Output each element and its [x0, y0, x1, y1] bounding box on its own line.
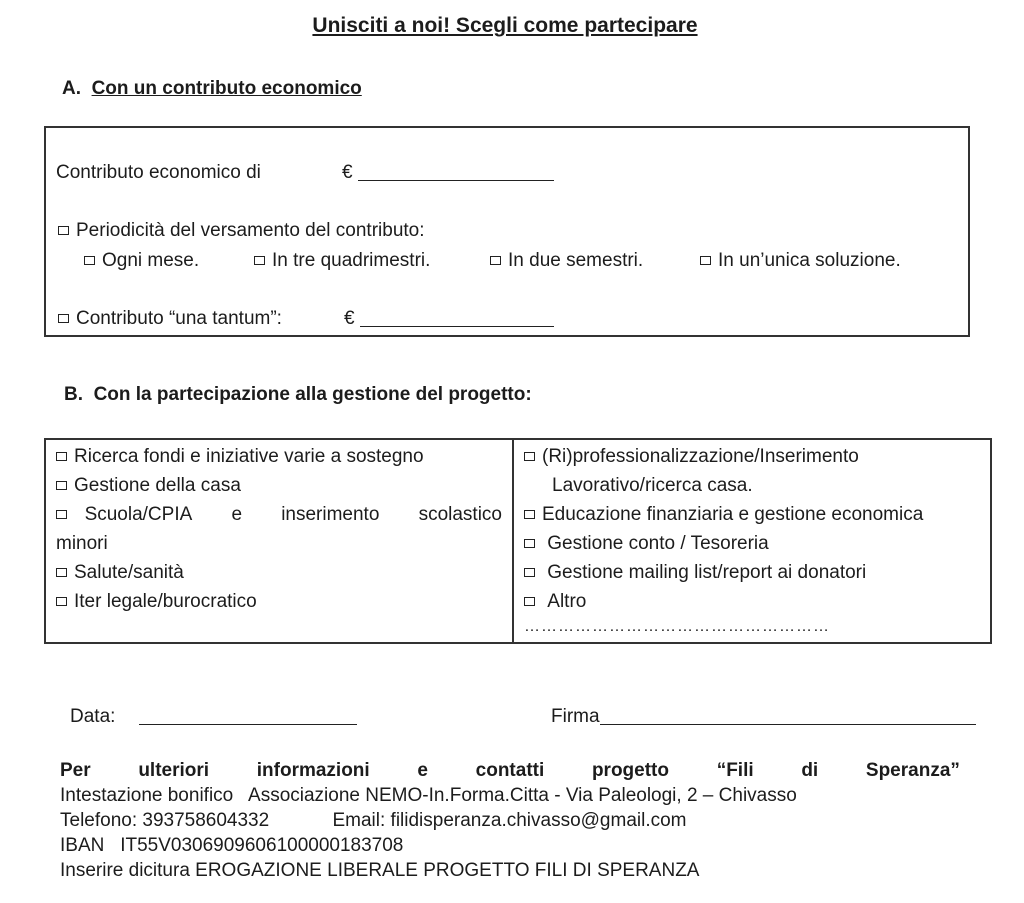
option-semestri-label: In due semestri.: [508, 250, 644, 271]
checkbox-ricerca-fondi[interactable]: [56, 452, 67, 461]
option-unica: [700, 250, 901, 272]
gestione-conto-label: Gestione conto / Tesoreria: [547, 533, 769, 554]
checkbox-mailing-list[interactable]: [524, 568, 535, 577]
option-altro: [524, 587, 990, 616]
date-input-line[interactable]: [139, 706, 357, 725]
option-ricerca-fondi: [56, 442, 502, 471]
form-title: Unisciti a noi! Scegli come partecipare: [312, 14, 698, 37]
option-semestri: [490, 250, 643, 272]
info-word: progetto: [591, 760, 669, 781]
phone-email-line: [60, 808, 960, 833]
column-divider: [512, 440, 514, 642]
info-word: informazioni: [256, 760, 370, 781]
iban-value: IT55V0306909606100000183708: [120, 835, 404, 856]
periodicity-label: Periodicità del versamento del contributo:: [76, 220, 425, 241]
amount-field-group: [342, 162, 554, 184]
scuola-word-3: inserimento: [281, 504, 380, 525]
section-a-letter: A.: [62, 78, 81, 99]
option-iter-legale: [56, 587, 502, 616]
left-column: [56, 442, 502, 616]
option-riprofessionalizzazione: [524, 442, 990, 471]
info-word: ulteriori: [138, 760, 210, 781]
option-scuola: [56, 500, 502, 529]
riprofessionalizzazione-continuation: Lavorativo/ricerca casa.: [552, 475, 753, 496]
info-word: contatti: [475, 760, 545, 781]
option-monthly-label: Ogni mese.: [102, 250, 200, 271]
ricerca-fondi-label: Ricerca fondi e iniziative varie a sostegno: [74, 446, 424, 467]
checkbox-gestione-conto[interactable]: [524, 539, 535, 548]
una-tantum-currency: €: [344, 308, 355, 329]
info-word: Speranza”: [865, 760, 960, 781]
checkbox-quadrimestri[interactable]: [254, 256, 265, 265]
amount-row: [56, 162, 261, 184]
info-word: e: [417, 760, 428, 781]
section-b-title: Con la partecipazione alla gestione del progetto:: [93, 384, 532, 405]
checkbox-una-tantum[interactable]: [58, 314, 69, 323]
riprofessionalizzazione-label: (Ri)professionalizzazione/Inserimento: [542, 446, 859, 467]
option-gestione-casa: [56, 471, 502, 500]
option-educazione-finanziaria: [524, 500, 990, 529]
scuola-word-4: scolastico: [418, 504, 502, 525]
option-unica-label: In un’unica soluzione.: [718, 250, 901, 271]
iban-label: IBAN: [60, 835, 105, 856]
checkbox-salute[interactable]: [56, 568, 67, 577]
iban-line: [60, 833, 960, 858]
option-mailing-list: [524, 558, 990, 587]
info-heading: [60, 758, 960, 783]
checkbox-riprofessionalizzazione[interactable]: [524, 452, 535, 461]
section-a-box: [44, 126, 970, 337]
checkbox-periodicity[interactable]: [58, 226, 69, 235]
currency-symbol: €: [342, 162, 353, 183]
amount-label: Contributo economico di: [56, 162, 261, 183]
una-tantum-row: [58, 308, 282, 330]
info-word: Per: [60, 760, 91, 781]
mailing-list-label: Gestione mailing list/report ai donatori: [547, 562, 867, 583]
bonifico-label: Intestazione bonifico: [60, 785, 234, 806]
una-tantum-field-group: [344, 308, 554, 330]
checkbox-iter-legale[interactable]: [56, 597, 67, 606]
date-row: [70, 706, 357, 728]
option-quadrimestri: [254, 250, 430, 272]
checkbox-scuola[interactable]: [56, 510, 67, 519]
scuola-word-2: e: [231, 504, 243, 525]
info-word: “Fili: [716, 760, 754, 781]
section-a-title: Con un contributo economico: [91, 78, 362, 99]
iter-legale-label: Iter legale/burocratico: [74, 591, 257, 612]
dicitura-line: Inserire dicitura EROGAZIONE LIBERALE PROGETTO FILI DI SPERANZA: [60, 860, 700, 881]
contact-info: [60, 758, 960, 883]
amount-input-line[interactable]: [358, 162, 554, 181]
email-text: Email: filidisperanza.chivasso@gmail.com: [332, 810, 687, 831]
section-b-table: [44, 438, 992, 644]
checkbox-unica[interactable]: [700, 256, 711, 265]
section-b-heading: [64, 384, 532, 406]
una-tantum-input-line[interactable]: [360, 308, 554, 327]
option-gestione-conto: [524, 529, 990, 558]
right-column: [524, 442, 990, 638]
section-a-heading: [62, 78, 362, 100]
una-tantum-label: Contributo “una tantum”:: [76, 308, 282, 329]
educazione-finanziaria-label: Educazione finanziaria e gestione economica: [542, 504, 924, 525]
scuola-word-1: Scuola/CPIA: [84, 504, 193, 525]
signature-label: Firma: [551, 706, 600, 727]
option-monthly: [84, 250, 199, 272]
checkbox-gestione-casa[interactable]: [56, 481, 67, 490]
gestione-casa-label: Gestione della casa: [74, 475, 241, 496]
checkbox-altro[interactable]: [524, 597, 535, 606]
bonifico-value: Associazione NEMO-In.Forma.Citta - Via Paleologi, 2 – Chivasso: [248, 785, 797, 806]
info-word: di: [801, 760, 819, 781]
phone-text: Telefono: 393758604332: [60, 810, 270, 831]
salute-label: Salute/sanità: [74, 562, 184, 583]
option-quadrimestri-label: In tre quadrimestri.: [272, 250, 431, 271]
scuola-continuation: minori: [56, 533, 108, 554]
signature-input-line[interactable]: [600, 706, 976, 725]
section-b-letter: B.: [64, 384, 83, 405]
altro-dotted-line[interactable]: ………………………………………………: [524, 618, 830, 635]
altro-label: Altro: [547, 591, 587, 612]
checkbox-educazione-finanziaria[interactable]: [524, 510, 535, 519]
signature-row: [551, 706, 976, 728]
checkbox-semestri[interactable]: [490, 256, 501, 265]
option-salute: [56, 558, 502, 587]
bonifico-line: [60, 783, 960, 808]
date-label: Data:: [70, 706, 116, 727]
checkbox-monthly[interactable]: [84, 256, 95, 265]
periodicity-row: [58, 220, 425, 242]
